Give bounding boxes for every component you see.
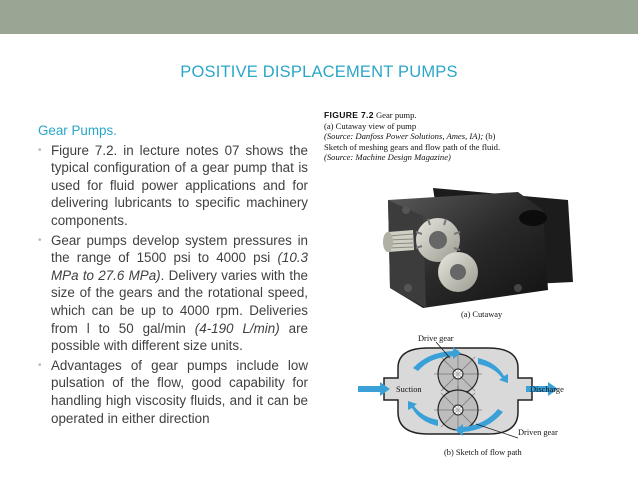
caption-source-b: (Source: Machine Design Magazine) — [324, 152, 451, 163]
top-bar — [0, 0, 638, 34]
label-driven-gear: Driven gear — [518, 428, 558, 437]
label-discharge: Discharge — [530, 385, 564, 394]
caption-b: (b) Sketch of meshing gears and flow path of the fluid. — [324, 131, 501, 152]
bullet-3-text: Advantages of gear pumps include low pulsation of the flow, good capability for handling high viscosity fluids, and it can be operated in either direction — [51, 357, 308, 426]
figure-title: Gear pump. — [375, 110, 417, 120]
figure-number: FIGURE 7.2 — [324, 110, 374, 120]
slide-body — [38, 122, 308, 427]
bullet-dot-icon: • — [38, 359, 42, 371]
label-drive-gear: Drive gear — [418, 334, 454, 343]
cutaway-pump-image — [318, 170, 618, 320]
label-suction: Suction — [396, 385, 422, 394]
label-cutaway: (a) Cutaway — [461, 310, 503, 319]
caption-source-a: (Source: Danfoss Power Solutions, Ames, IA); — [324, 131, 486, 142]
bullet-2-text-c: are possible with different size units. — [51, 320, 308, 354]
label-flow-path: (b) Sketch of flow path — [444, 448, 522, 457]
bullet-1-text: Figure 7.2. in lecture notes 07 shows the typical configuration of a gear pump that is used for fluid power applications and for delivering lubricants to specific machinery components. — [51, 142, 308, 228]
bullet-2-text-a: Gear pumps develop system pressures in the range of 1500 psi to 4000 psi — [51, 232, 308, 266]
gear-pump-figure — [318, 110, 618, 465]
subheading: Gear Pumps. — [38, 123, 117, 138]
bullet-2 — [38, 232, 308, 355]
bullet-dot-icon: • — [38, 234, 42, 246]
bullet-2-mpa: (10.3 MPa to 27.6 MPa) — [51, 250, 308, 283]
bullet-2-lmin: (4-190 L/min) — [194, 320, 280, 336]
bullet-1 — [38, 142, 308, 230]
bullet-2-text-b: . Delivery varies with the size of the gears and the rotational speed, which can be up to 4000 rpm. Deliveries from l to 50 gal/min — [51, 267, 308, 336]
bullet-dot-icon: • — [38, 144, 42, 156]
caption-a: (a) Cutaway view of pump — [324, 120, 417, 131]
slide-title: POSITIVE DISPLACEMENT PUMPS — [180, 63, 458, 81]
bullet-3 — [38, 357, 308, 427]
figure-caption — [324, 110, 504, 163]
flow-path-sketch — [318, 328, 618, 458]
